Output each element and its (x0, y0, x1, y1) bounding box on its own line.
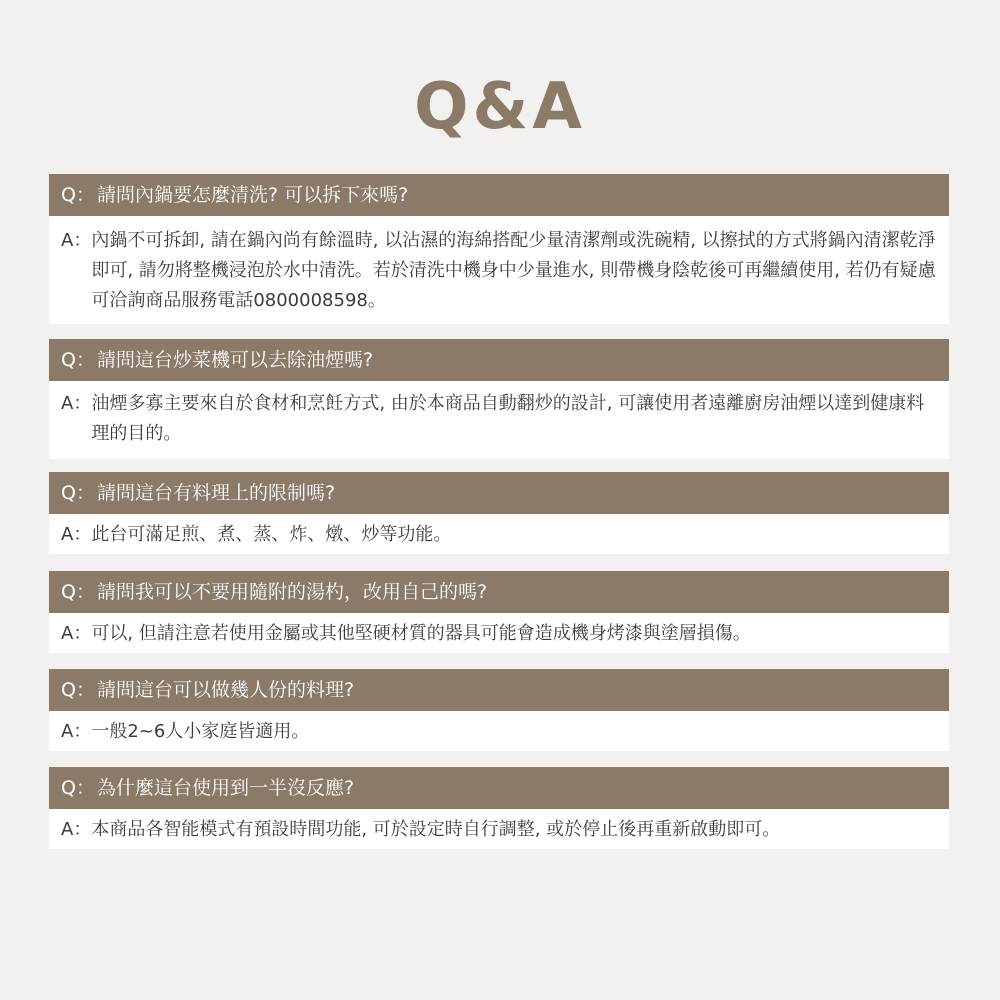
answer-box (49, 613, 949, 653)
answer-box (49, 514, 949, 554)
answer-box (49, 216, 949, 324)
question-bar (49, 174, 949, 216)
answer-prefix: A： (61, 524, 92, 545)
answer-text: 此台可滿足煎、煮、蒸、炸、燉、炒等功能。 (91, 524, 452, 545)
answer-text: 一般2~6人小家庭皆適用。 (91, 721, 310, 742)
answer-box (49, 711, 949, 751)
question-text: 請問這台可以做幾人份的料理? (96, 679, 355, 701)
faq-item-5 (49, 669, 949, 751)
question-bar (49, 472, 949, 514)
question-bar (49, 571, 949, 613)
answer-prefix: A： (61, 721, 92, 742)
faq-item-1 (49, 174, 949, 324)
faq-item-6 (49, 767, 949, 849)
answer-prefix: A： (61, 623, 92, 644)
page-title: Q&A (414, 70, 586, 144)
question-prefix: Q： (61, 679, 95, 701)
answer-prefix: A： (61, 230, 92, 251)
question-bar (49, 669, 949, 711)
question-text: 請問這台有料理上的限制嗎? (96, 482, 336, 504)
question-prefix: Q： (61, 581, 95, 603)
answer-box (49, 809, 949, 849)
answer-text: 油煙多寡主要來自於食材和烹飪方式, 由於本商品自動翻炒的設計, 可讓使用者遠離廚房油煙以達到健康料理的目的。 (91, 393, 925, 444)
question-text: 請問這台炒菜機可以去除油煙嗎? (96, 349, 374, 371)
question-bar (49, 767, 949, 809)
answer-prefix: A： (61, 819, 92, 840)
answer-text: 可以, 但請注意若使用金屬或其他堅硬材質的器具可能會造成機身烤漆與塗層損傷。 (91, 623, 751, 644)
answer-text: 本商品各智能模式有預設時間功能, 可於設定時自行調整, 或於停止後再重新啟動即可。 (91, 819, 781, 840)
faq-item-2 (49, 339, 949, 459)
question-prefix: Q： (61, 349, 95, 371)
answer-box (49, 381, 949, 459)
question-prefix: Q： (61, 482, 95, 504)
faq-item-3 (49, 472, 949, 554)
answer-prefix: A： (61, 393, 92, 414)
answer-text: 內鍋不可拆卸, 請在鍋內尚有餘溫時, 以沾濕的海綿搭配少量清潔劑或洗碗精, 以擦拭的方式將鍋內清潔乾淨即可, 請勿將整機浸泡於水中清洗。若於清洗中機身中少量進水, 則帶機身陰乾後可再繼續使用, 若仍有疑慮可洽詢商品服務電話0800008598。 (91, 230, 936, 311)
question-text: 請問我可以不要用隨附的湯杓，改用自己的嗎? (96, 581, 488, 603)
faq-item-4 (49, 571, 949, 653)
question-bar (49, 339, 949, 381)
question-prefix: Q： (61, 777, 95, 799)
question-prefix: Q： (61, 184, 95, 206)
question-text: 為什麼這台使用到一半沒反應? (96, 777, 355, 799)
question-text: 請問內鍋要怎麼清洗? 可以拆下來嗎? (96, 184, 409, 206)
